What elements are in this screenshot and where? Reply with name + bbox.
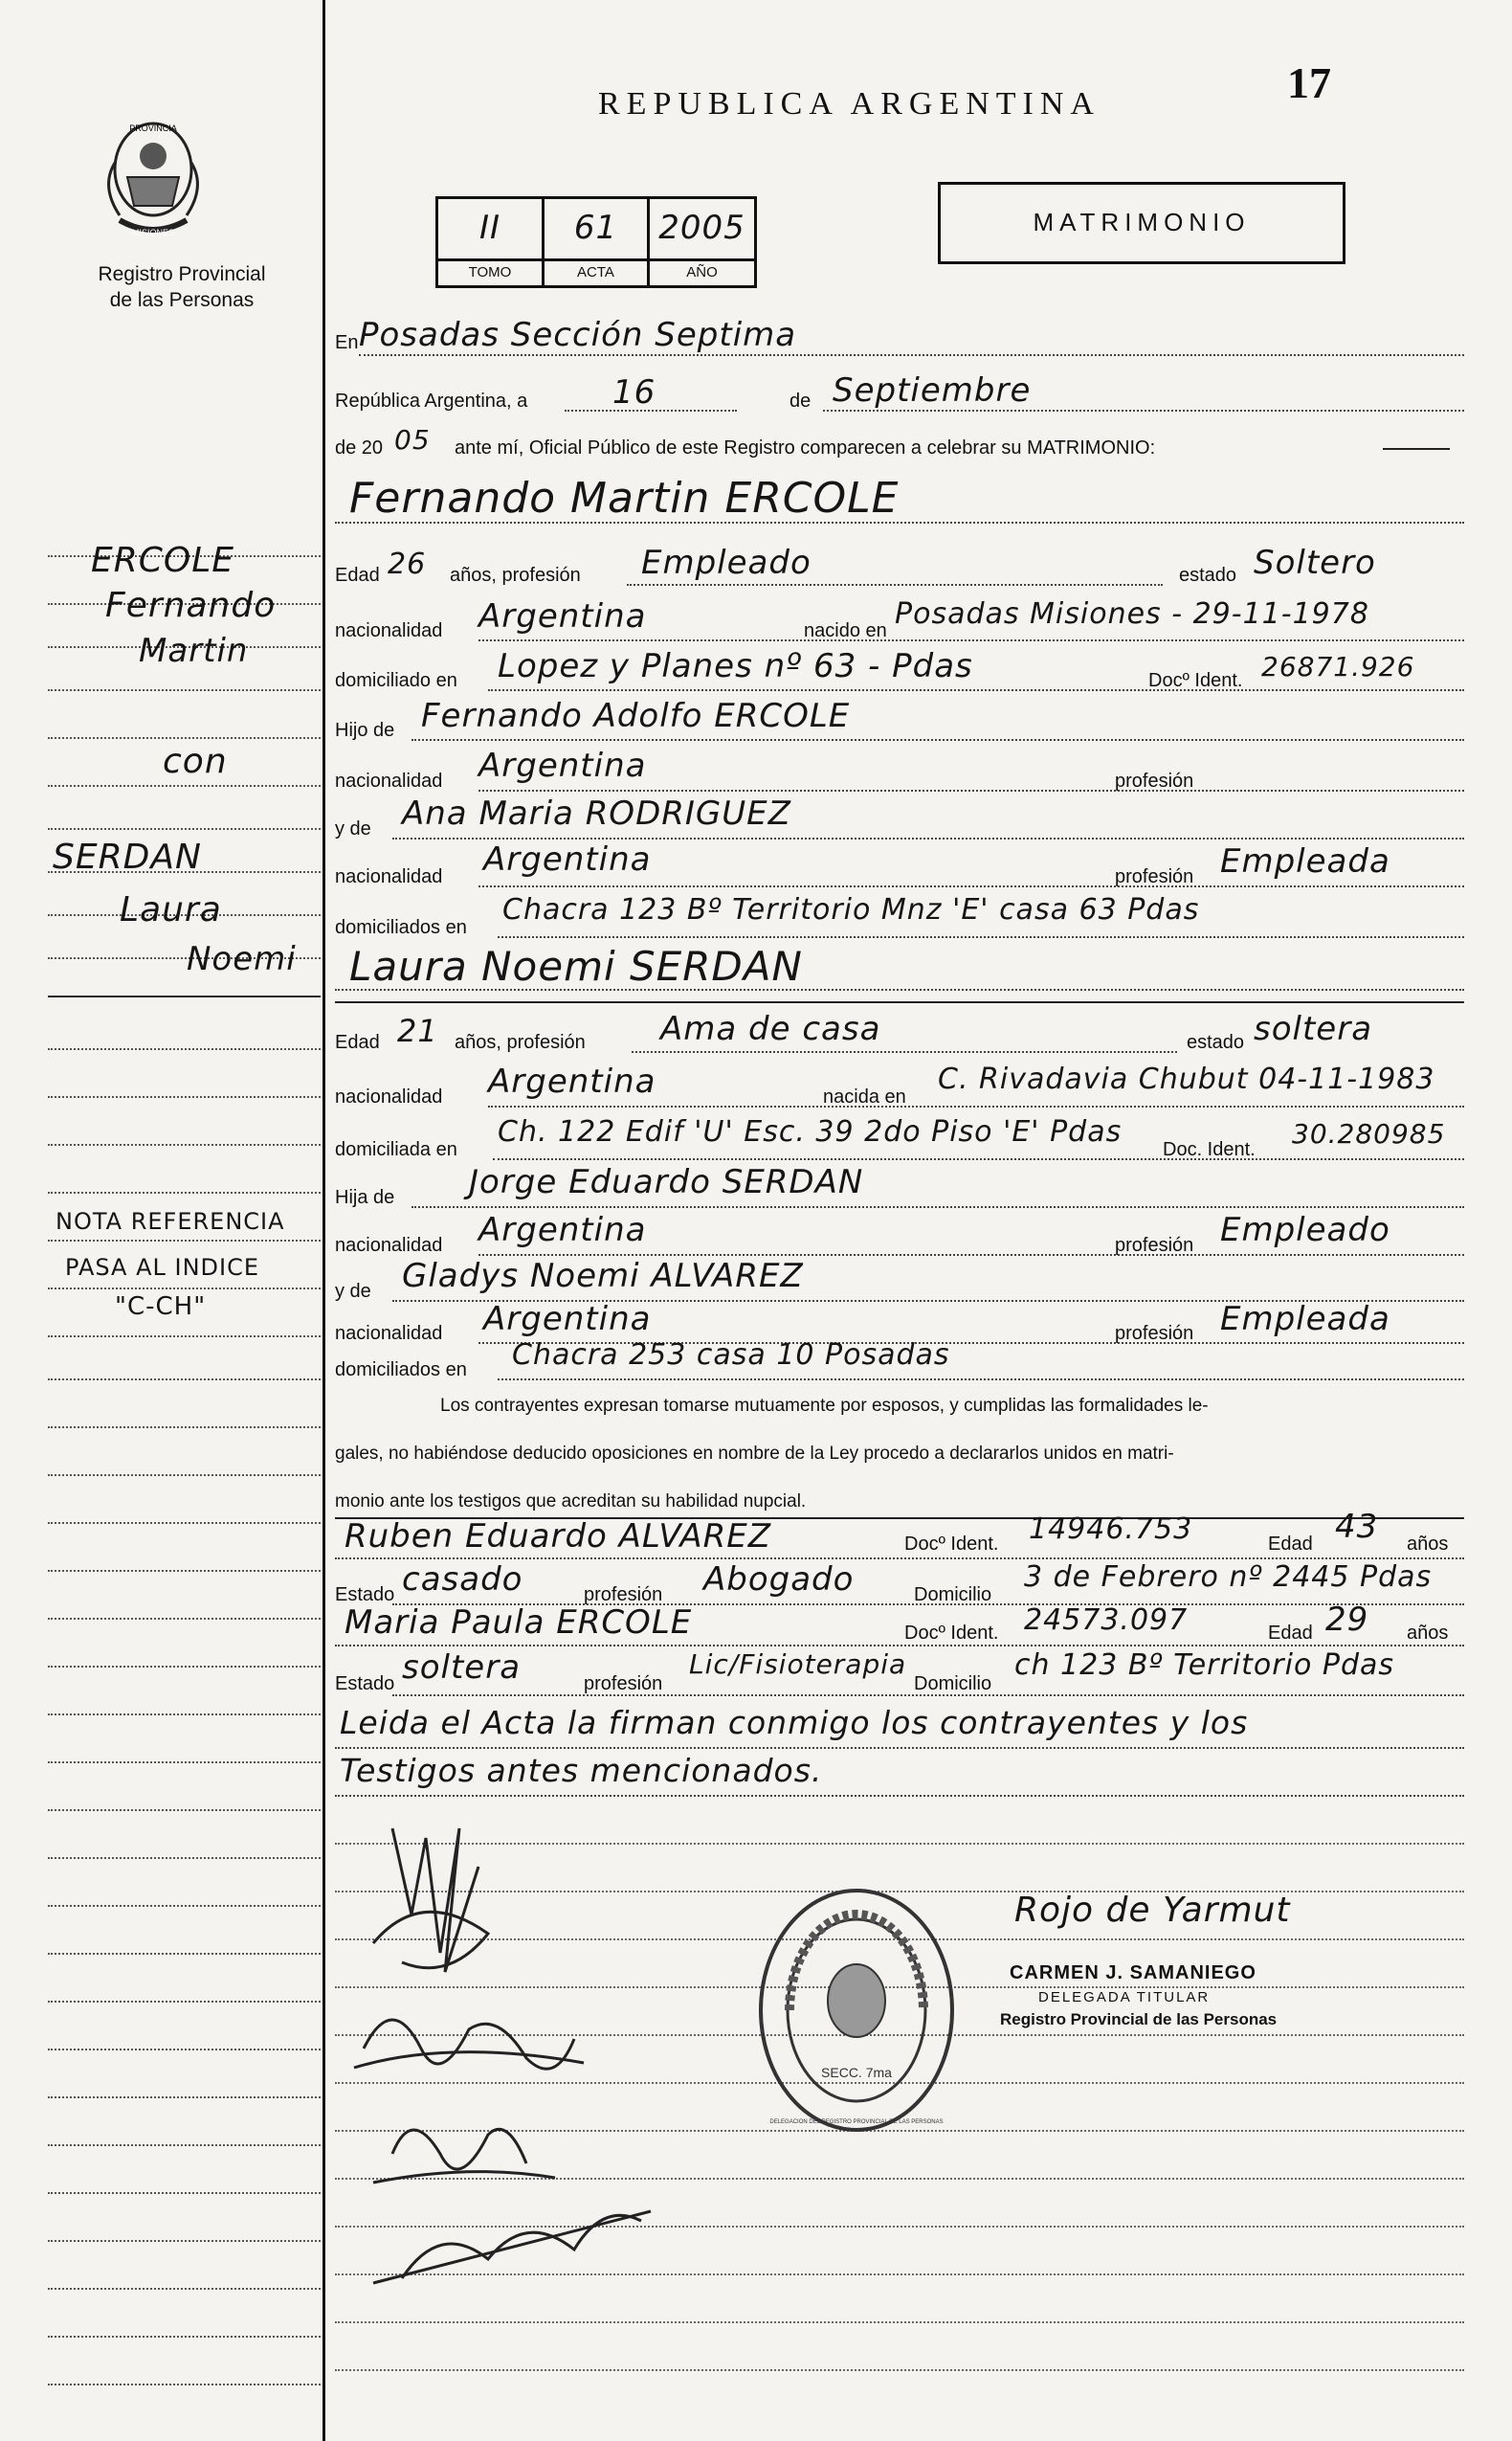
registry-name-line2: de las Personas xyxy=(109,289,255,311)
margin-nota-line1: NOTA REFERENCIA xyxy=(56,1208,285,1235)
groom-profesion: Empleado xyxy=(641,544,812,582)
witness2-estado-label: Estado xyxy=(335,1673,395,1694)
margin-divider xyxy=(322,0,325,2441)
margin-con: con xyxy=(163,742,228,781)
acta-label: ACTA xyxy=(577,264,614,280)
record-type-box xyxy=(938,182,1345,264)
groom-madre-prof: Empleada xyxy=(1220,842,1390,881)
witness1-doc: 14946.753 xyxy=(1029,1512,1193,1546)
witness2-name: Maria Paula ERCOLE xyxy=(345,1603,693,1642)
witness1-estado-label: Estado xyxy=(335,1584,395,1605)
bride-padre-prof: Empleado xyxy=(1220,1211,1390,1249)
bride-padre-nac-label: nacionalidad xyxy=(335,1235,443,1256)
year-value: 05 xyxy=(394,424,431,456)
bride-nacionalidad: Argentina xyxy=(488,1063,656,1101)
bride-name: Laura Noemi SERDAN xyxy=(349,943,803,990)
groom-doc-label: Docº Ident. xyxy=(1148,670,1243,691)
witness1-profesion: Abogado xyxy=(703,1560,855,1599)
bride-edad: 21 xyxy=(397,1013,438,1049)
margin-nota-line3: "C-CH" xyxy=(115,1292,207,1321)
party-signatures xyxy=(335,1800,737,2297)
de-label: de xyxy=(789,391,812,412)
groom-prof-label: años, profesión xyxy=(450,565,581,586)
bride-nacida-label: nacida en xyxy=(823,1086,906,1108)
groom-madre: Ana Maria RODRIGUEZ xyxy=(402,795,791,833)
groom-doc: 26871.926 xyxy=(1261,651,1415,683)
page-number: 17 xyxy=(1287,58,1331,107)
witness2-doc-label: Docº Ident. xyxy=(904,1623,999,1644)
witness2-edad: 29 xyxy=(1325,1601,1369,1639)
tomo-label: TOMO xyxy=(468,264,512,280)
republica-label: República Argentina, a xyxy=(335,391,528,412)
bride-madre-prof: Empleada xyxy=(1220,1300,1390,1338)
groom-nacido-label: nacido en xyxy=(804,620,887,641)
month-value: Septiembre xyxy=(833,371,1032,410)
groom-estado-label: estado xyxy=(1179,565,1237,586)
groom-padre-nac: Argentina xyxy=(478,747,647,785)
day-value: 16 xyxy=(612,373,656,412)
witness1-doc-label: Docº Ident. xyxy=(904,1534,999,1555)
declaration-line2: gales, no habiéndose deducido oposiciones en nombre de la Ley procedo a declararlos unidos en matri- xyxy=(335,1444,1174,1464)
country-title: REPUBLICA ARGENTINA xyxy=(598,86,1101,122)
closing-line1: Leida el Acta la firman conmigo los contrayentes y los xyxy=(340,1704,1249,1741)
bride-prof-label: años, profesión xyxy=(455,1032,586,1053)
groom-nacionalidad: Argentina xyxy=(478,597,647,636)
official-office: Registro Provincial de las Personas xyxy=(1000,2010,1278,2028)
groom-yde-label: y de xyxy=(335,818,371,840)
groom-dom-label: domiciliado en xyxy=(335,670,457,691)
bride-dom-label: domiciliada en xyxy=(335,1139,457,1160)
closing-line2: Testigos antes mencionados. xyxy=(340,1752,823,1789)
stamp-ring: DELEGACION DEL REGISTRO PROVINCIAL DE LAS PERSONAS xyxy=(769,2119,944,2125)
groom-domicilio: Lopez y Planes nº 63 - Pdas xyxy=(498,647,973,685)
groom-name: Fernando Martin ERCOLE xyxy=(349,474,900,523)
witness2-edad-label: Edad xyxy=(1268,1623,1313,1644)
year-prefix: de 20 xyxy=(335,437,384,459)
groom-padres-dom-label: domiciliados en xyxy=(335,917,467,938)
margin-bride-surname: SERDAN xyxy=(53,838,202,877)
groom-nacido: Posadas Misiones - 29-11-1978 xyxy=(895,597,1369,631)
bride-padre-prof-label: profesión xyxy=(1115,1235,1194,1256)
margin-groom-surname: ERCOLE xyxy=(91,541,235,580)
en-label: En xyxy=(335,332,359,353)
declaration-line1: Los contrayentes expresan tomarse mutuamente por esposos, y cumplidas las formalidades le- xyxy=(440,1396,1209,1416)
witness2-domicilio: ch 123 Bº Territorio Pdas xyxy=(1014,1648,1394,1682)
witness2-anos: años xyxy=(1407,1623,1449,1644)
acta-value: 61 xyxy=(573,209,618,247)
seal-text-top: PROVINCIA xyxy=(129,123,177,133)
groom-padre-nac-label: nacionalidad xyxy=(335,771,443,792)
witness1-domicilio: 3 de Febrero nº 2445 Pdas xyxy=(1024,1560,1433,1594)
bride-domicilio: Ch. 122 Edif 'U' Esc. 39 2do Piso 'E' Pdas xyxy=(498,1115,1123,1149)
witness1-edad-label: Edad xyxy=(1268,1534,1313,1555)
bride-profesion: Ama de casa xyxy=(660,1010,881,1048)
witness1-dom-label: Domicilio xyxy=(914,1584,992,1605)
intro-text: ante mí, Oficial Público de este Registro comparecen a celebrar su MATRIMONIO: xyxy=(455,437,1156,459)
ano-label: AÑO xyxy=(686,264,718,280)
bride-nac-label: nacionalidad xyxy=(335,1086,443,1108)
bride-doc: 30.280985 xyxy=(1292,1118,1446,1150)
witness1-estado: casado xyxy=(402,1560,523,1599)
witness1-prof-label: profesión xyxy=(584,1584,663,1605)
witness2-dom-label: Domicilio xyxy=(914,1673,992,1694)
official-stamp xyxy=(756,1886,957,2135)
ano-value: 2005 xyxy=(658,209,745,247)
bride-estado-label: estado xyxy=(1187,1032,1245,1053)
record-type: MATRIMONIO xyxy=(1033,208,1251,236)
margin-bride-first: Laura xyxy=(120,890,222,929)
official-name: CARMEN J. SAMANIEGO xyxy=(1010,1962,1256,1983)
official-signature: Rojo de Yarmut xyxy=(1014,1891,1291,1930)
place-value: Posadas Sección Septima xyxy=(359,316,797,354)
bride-padres-dom-label: domiciliados en xyxy=(335,1359,467,1380)
bride-nacida: C. Rivadavia Chubut 04-11-1983 xyxy=(938,1063,1435,1096)
bride-padres-dom: Chacra 253 casa 10 Posadas xyxy=(512,1338,950,1372)
groom-padres-dom: Chacra 123 Bº Territorio Mnz 'E' casa 63 Pdas xyxy=(502,893,1200,927)
groom-nac-label: nacionalidad xyxy=(335,620,443,641)
declaration-line3: monio ante los testigos que acreditan su habilidad nupcial. xyxy=(335,1491,807,1512)
bride-madre-nac-label: nacionalidad xyxy=(335,1323,443,1344)
provincial-seal xyxy=(81,110,225,254)
witness1-name: Ruben Eduardo ALVAREZ xyxy=(345,1517,771,1556)
groom-hijo-label: Hijo de xyxy=(335,720,395,741)
witness2-doc: 24573.097 xyxy=(1024,1603,1189,1637)
groom-madre-prof-label: profesión xyxy=(1115,866,1194,887)
groom-edad: 26 xyxy=(388,548,427,581)
groom-madre-nac-label: nacionalidad xyxy=(335,866,443,887)
groom-madre-nac: Argentina xyxy=(483,840,652,879)
bride-madre: Gladys Noemi ALVAREZ xyxy=(402,1257,804,1295)
bride-estado: soltera xyxy=(1254,1010,1373,1048)
groom-edad-label: Edad xyxy=(335,565,380,586)
bride-madre-prof-label: profesión xyxy=(1115,1323,1194,1344)
groom-padre: Fernando Adolfo ERCOLE xyxy=(421,697,851,735)
witness2-profesion: Lic/Fisioterapia xyxy=(689,1648,907,1680)
witness2-estado: soltera xyxy=(402,1648,522,1687)
bride-yde-label: y de xyxy=(335,1281,371,1302)
bride-padre: Jorge Eduardo SERDAN xyxy=(469,1163,864,1201)
tomo-value: II xyxy=(478,209,501,247)
margin-bride-middle: Noemi xyxy=(187,940,297,978)
stamp-center: SECC. 7ma xyxy=(821,2065,892,2080)
groom-estado: Soltero xyxy=(1254,544,1376,582)
margin-groom-first: Fernando xyxy=(105,586,277,625)
record-box xyxy=(435,196,757,288)
margin-groom-middle: Martin xyxy=(139,632,249,670)
bride-edad-label: Edad xyxy=(335,1032,380,1053)
bride-doc-label: Doc. Ident. xyxy=(1163,1139,1256,1160)
groom-padre-prof-label: profesión xyxy=(1115,771,1194,792)
witness2-prof-label: profesión xyxy=(584,1673,663,1694)
official-title: DELEGADA TITULAR xyxy=(1038,1989,1211,2005)
bride-madre-nac: Argentina xyxy=(483,1300,652,1338)
seal-text-bottom: MISIONES xyxy=(131,228,175,237)
witness1-anos: años xyxy=(1407,1534,1449,1555)
witness1-edad: 43 xyxy=(1335,1508,1379,1546)
registry-name-line1: Registro Provincial xyxy=(98,263,266,285)
bride-padre-nac: Argentina xyxy=(478,1211,647,1249)
margin-nota-line2: PASA AL INDICE xyxy=(65,1254,260,1281)
bride-hija-label: Hija de xyxy=(335,1187,395,1208)
